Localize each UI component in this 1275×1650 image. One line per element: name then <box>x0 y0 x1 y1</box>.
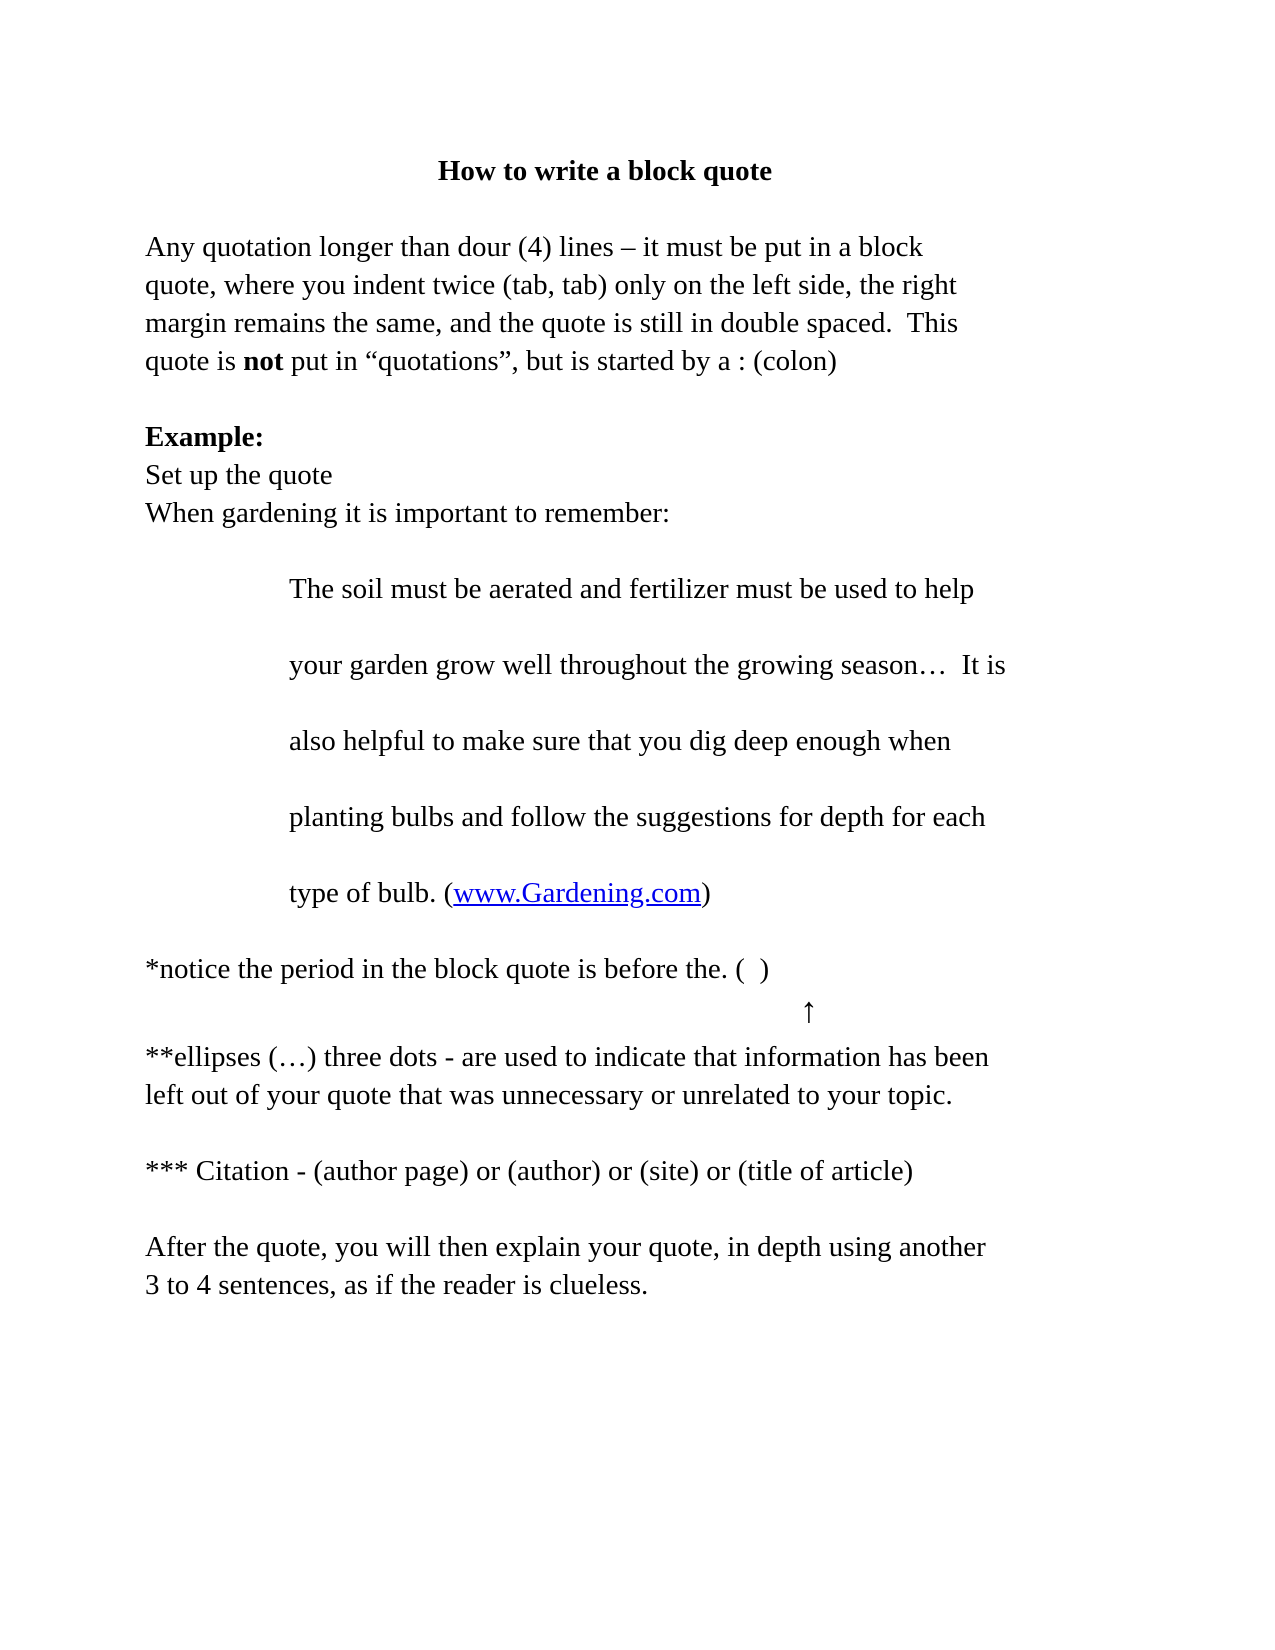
note-ellipses <box>145 1038 1065 1114</box>
block-quote <box>289 570 1065 912</box>
intro-paragraph <box>145 228 1065 380</box>
block-quote-line-3: also helpful to make sure that you dig deep enough when <box>289 725 952 757</box>
intro-line-4-bold: not <box>243 345 284 377</box>
block-quote-line-4: planting bulbs and follow the suggestions for depth for each <box>289 801 986 833</box>
example-heading: Example: <box>145 421 265 453</box>
closing-line-1: After the quote, you will then explain your quote, in depth using another <box>145 1231 986 1263</box>
up-arrow-icon: ↑ <box>800 990 818 1030</box>
closing-line-2: 3 to 4 sentences, as if the reader is clueless. <box>145 1269 649 1301</box>
example-section <box>145 418 1065 532</box>
block-quote-line-5-post: ) <box>701 877 711 909</box>
note-citation: *** Citation - (author page) or (author) or (site) or (title of article) <box>145 1155 914 1187</box>
intro-line-2: quote, where you indent twice (tab, tab) only on the left side, the right <box>145 269 957 301</box>
intro-line-4 <box>145 342 1065 380</box>
intro-line-1: Any quotation longer than dour (4) lines – it must be put in a block <box>145 231 924 263</box>
intro-line-3: margin remains the same, and the quote is still in double spaced. This <box>145 307 959 339</box>
document-title: How to write a block quote <box>437 155 773 187</box>
block-quote-line-1: The soil must be aerated and fertilizer must be used to help <box>289 573 975 605</box>
example-setup-line: Set up the quote <box>145 459 333 491</box>
note-period-placement: *notice the period in the block quote is before the. ( ) <box>145 953 770 985</box>
intro-line-4-post: put in “quotations”, but is started by a : (colon) <box>283 345 837 377</box>
example-lead-line: When gardening it is important to remember: <box>145 497 671 529</box>
block-quote-line-5 <box>289 874 1065 912</box>
block-quote-line-5-pre: type of bulb. ( <box>289 877 454 909</box>
gardening-link[interactable]: www.Gardening.com <box>453 877 702 909</box>
note-ellipses-line-1: **ellipses (…) three dots - are used to indicate that information has been <box>145 1041 989 1073</box>
block-quote-line-2: your garden grow well throughout the growing season… It is <box>289 649 1006 681</box>
note-ellipses-line-2: left out of your quote that was unnecessary or unrelated to your topic. <box>145 1079 953 1111</box>
closing-paragraph <box>145 1228 1065 1304</box>
intro-line-4-pre: quote is <box>145 345 244 377</box>
